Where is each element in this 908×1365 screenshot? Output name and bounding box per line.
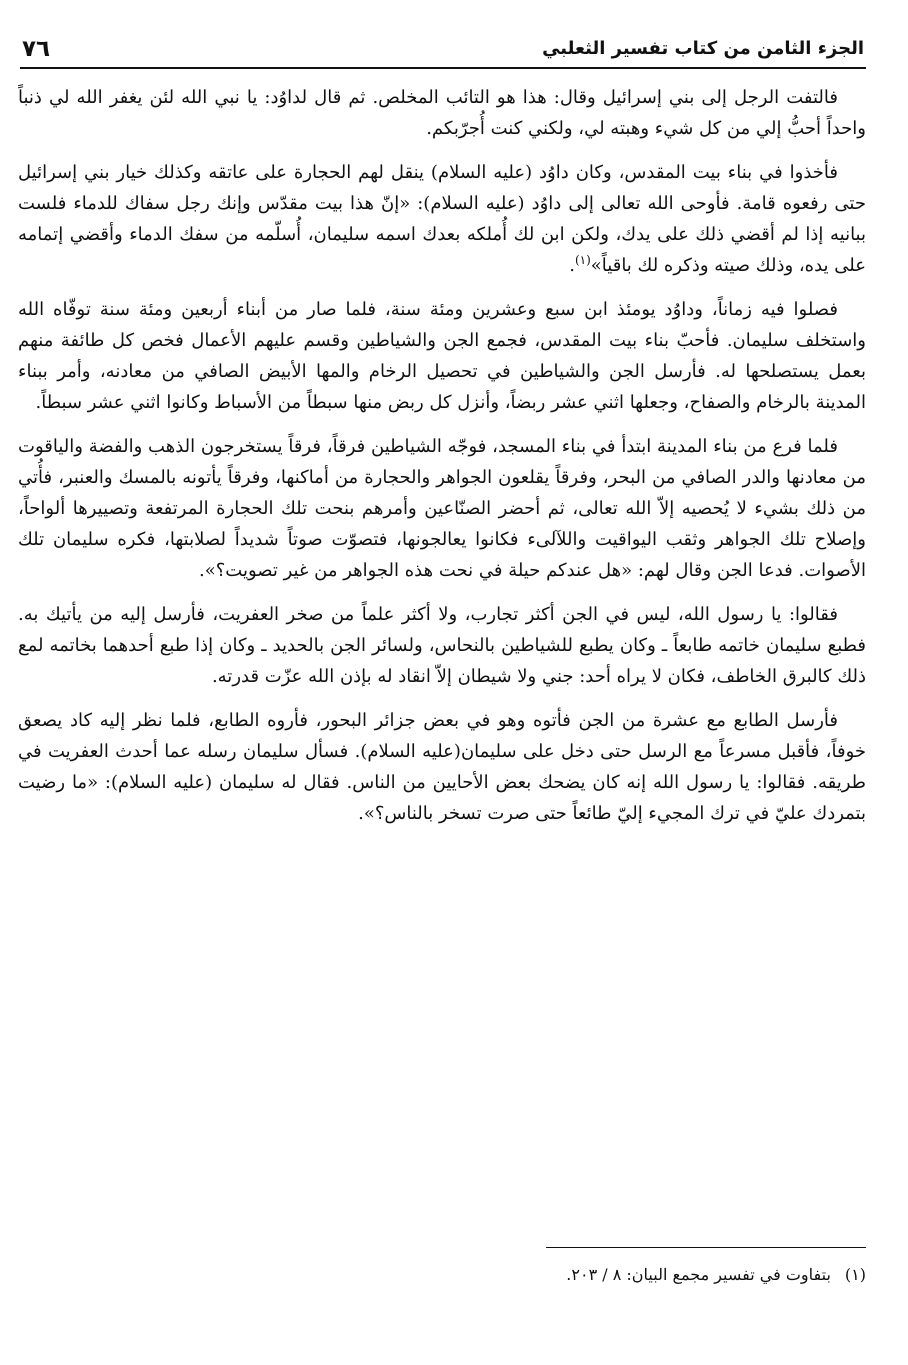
running-title: الجزء الثامن من كتاب تفسير الثعلبي: [542, 38, 864, 59]
header-rule: [20, 67, 866, 69]
footnote-text: بتفاوت في تفسير مجمع البيان: ٨ / ٢٠٣.: [566, 1265, 831, 1284]
footnote-rule: [546, 1247, 866, 1248]
paragraph-1: فالتفت الرجل إلى بني إسرائيل وقال: هذا هو التائب المخلص. ثم قال لداوُد: يا نبي الله لئن يغفر الله لي ذنباً واحداً أحبُّ إلي من كل شيء وهبته لي، ولكني كنت أُجرّبكم.: [18, 87, 866, 139]
paragraph-6: فأرسل الطابع مع عشرة من الجن فأتوه وهو في بعض جزائر البحور، فأروه الطابع، فلما نظر إليه كاد يصعق خوفاً، فأقبل مسرعاً مع الرسل حتى دخل على سليمان(عليه السلام). فسأل سليمان رسله عما أحدث العفريت في طريقه. فقالوا: يا رسول الله إنه كان يضحك بعض الأحايين من الناس. فقال له سليمان (عليه السلام): «ما رضيت بتمردك عليّ في ترك المجيء إليّ طائعاً حتى صرت تسخر بالناس؟».: [18, 710, 866, 824]
paragraph-5: فقالوا: يا رسول الله، ليس في الجن أكثر تجارب، ولا أكثر علماً من صخر العفريت، فأرسل إليه من يأتيك به. فطبع سليمان خاتمه طابعاً ـ وكان يطبع للشياطين بالنحاس، ولسائر الجن بالحديد ـ وكان إذا طبع أحدهما بخاتمه لمع ذلك كالبرق الخاطف، فكان لا يراه أحد: جني ولا شيطان إلاّ انقاد له بإذن الله عزّت قدرته.: [18, 604, 866, 687]
footnote-reference: (١): [574, 253, 591, 267]
footnote-number: (١): [844, 1265, 866, 1284]
footnote: [60, 1262, 866, 1288]
paragraph-4: فلما فرع من بناء المدينة ابتدأ في بناء المسجد، فوجّه الشياطين فرقاً، فرقاً يستخرجون الذهب والفضة والياقوت من معادنها والدر الصافي من البحر، وفرقاً يقلعون الجواهر والحجارة من أماكنها، وفرقاً يأتونه بالمسك والعنبر، فأُتي من ذلك بشيء لا يُحصيه إلاّ الله تعالى، ثم أحضر الصنّاعين وأمرهم بنحت تلك الحجارة المرتفعة وتصييرها ألواحاً، وإصلاح تلك الجواهر وثقب اليواقيت واللآلىء فكانوا يعالجونها، فتصوّت صوتاً شديداً لصلابتها، فكره سليمان تلك الأصوات. فدعا الجن وقال لهم: «هل عندكم حيلة في نحت هذه الجواهر من غير تصويت؟».: [18, 436, 866, 581]
paragraph-2-tail: .: [569, 255, 575, 276]
paragraph-3: فصلوا فيه زماناً، وداوُد يومئذ ابن سبع وعشرين ومئة سنة، فلما صار من أبناء أربعين ومئة سنة توفّاه الله واستخلف سليمان. فأحبّ بناء بيت المقدس، فجمع الجن والشياطين وقسم عليهم الأعمال فخص كل طائفة منهم بعمل يستصلحها له. فأرسل الجن والشياطين في تحصيل الرخام والمها الأبيض الصافي من معادنه، وأمر ببناء المدينة بالرخام والصفاح، وجعلها اثني عشر ربضاً، وأنزل كل ربض منها سبطاً من الأسباط وكانوا اثني عشر سبطاً.: [18, 299, 866, 413]
body-text: [18, 82, 866, 1232]
page-number: ٧٦: [22, 36, 51, 62]
paragraph-2: [18, 157, 866, 281]
page-header: [22, 28, 864, 64]
paragraph-2-text: فأخذوا في بناء بيت المقدس، وكان داوُد (عليه السلام) ينقل لهم الحجارة على عاتقه وكذلك خيار بني إسرائيل حتى رفعوه قامة. فأوحى الله تعالى إلى داوُد (عليه السلام): «إنّ هذا بيت مقدّس وإنك رجل سفاك للدماء فلست ببانيه إذا لم أقضي ذلك على يدك، ولكن ابن لك أُملكه بعدك اسمه سليمان، أُسلّمه من سفك الدماء وأقضي إتمامه على يده، وذلك صيته وذكره لك باقياً»: [18, 162, 866, 276]
